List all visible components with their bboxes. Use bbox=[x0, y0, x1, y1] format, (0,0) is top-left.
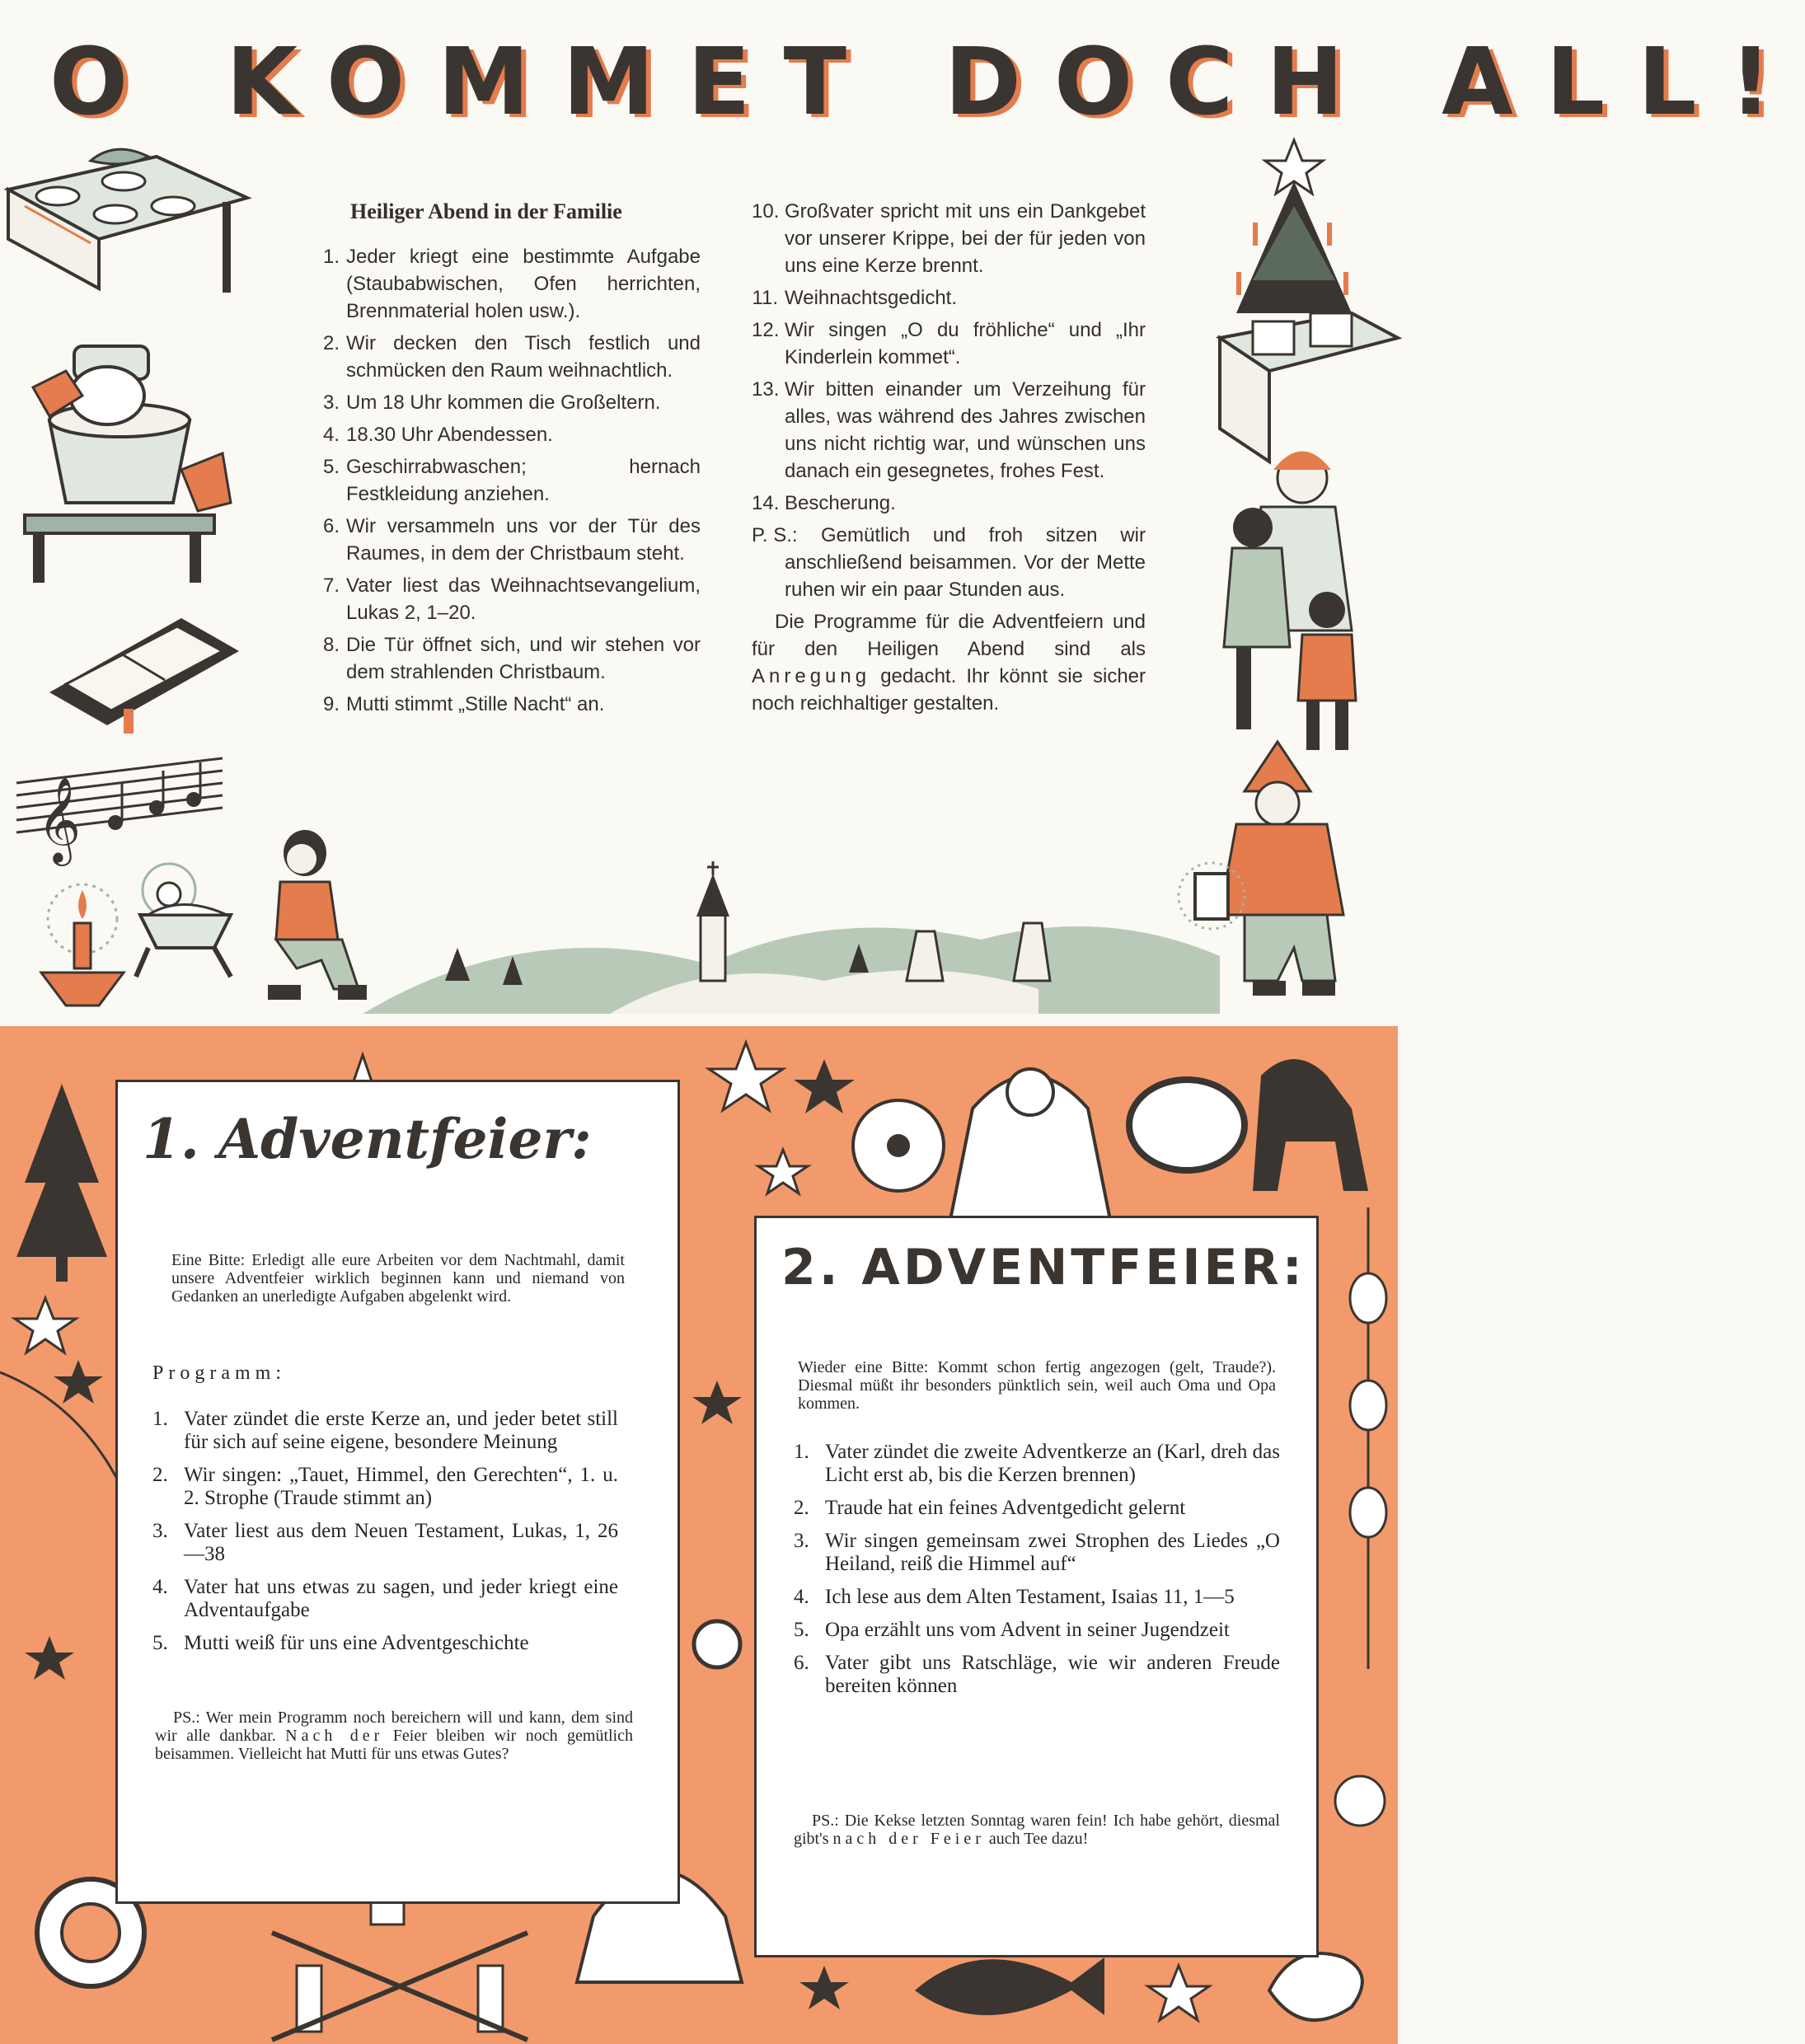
family-step bbox=[752, 376, 1146, 485]
program-item bbox=[794, 1652, 1280, 1698]
step-number: 6. bbox=[322, 515, 340, 537]
family-program-left-column bbox=[313, 198, 701, 723]
family-step bbox=[752, 490, 1146, 517]
item-text: Ich lese aus dem Alten Testament, Isaias 11, 1—5 bbox=[825, 1586, 1235, 1608]
item-text: Wir singen: „Tauet, Himmel, den Gerechten“, 1. u. 2. Strophe (Traude stimmt an) bbox=[184, 1464, 618, 1509]
step-number: 10. bbox=[752, 200, 780, 223]
family-step bbox=[313, 691, 701, 718]
closing-spaced-word: Anregung bbox=[752, 665, 871, 687]
step-text: Weihnachtsgedicht. bbox=[785, 287, 958, 309]
advent-2-intro: Wieder eine Bitte: Kommt schon fertig angezogen (gelt, Traude?). Diesmal müßt ihr besonders pünktlich sein, weil auch Oma und Opa kommen. bbox=[798, 1358, 1276, 1413]
program-item bbox=[794, 1619, 1280, 1642]
headline: O KOMMET DOCH ALL! bbox=[49, 29, 1805, 136]
advent-1-ps bbox=[155, 1709, 633, 1763]
family-program-title: Heiliger Abend in der Familie bbox=[350, 199, 622, 223]
program-item bbox=[152, 1520, 618, 1566]
advent-1-program-list bbox=[152, 1408, 618, 1665]
program-item bbox=[794, 1530, 1280, 1576]
family-step bbox=[752, 316, 1146, 371]
step-text: Vater liest das Weihnachtsevangelium, Lukas 2, 1–20. bbox=[346, 574, 701, 624]
closing-text-b: gedacht. Ihr könnt sie sicher noch reichhaltiger gestalten. bbox=[752, 665, 1146, 715]
step-text: Wir bitten einander um Verzeihung für alles, was während des Jahres zwischen uns nicht richtig war, und wünschen uns danach ein gesegnetes, frohes Fest. bbox=[785, 378, 1146, 482]
item-text: Vater zündet die erste Kerze an, und jeder betet still für sich auf seine eigene, besondere Meinung bbox=[184, 1408, 618, 1453]
bible-illustration bbox=[41, 602, 247, 734]
step-number: 9. bbox=[322, 693, 340, 715]
family-step bbox=[313, 453, 701, 508]
item-number: 3. bbox=[794, 1530, 809, 1552]
step-text: Die Tür öffnet sich, und wir stehen vor dem strahlenden Christbaum. bbox=[346, 634, 701, 683]
family-step bbox=[313, 631, 701, 686]
item-number: 1. bbox=[794, 1441, 809, 1463]
ps-label: P. S.: bbox=[752, 524, 798, 546]
family-step bbox=[313, 421, 701, 448]
step-text: 18.30 Uhr Abendessen. bbox=[346, 424, 553, 446]
step-text: Um 18 Uhr kommen die Großeltern. bbox=[346, 391, 661, 414]
step-number: 1. bbox=[322, 246, 340, 268]
step-text: Bescherung. bbox=[785, 492, 896, 514]
step-number: 8. bbox=[322, 634, 340, 656]
svg-text:𝄞: 𝄞 bbox=[37, 776, 82, 863]
family-step bbox=[313, 389, 701, 416]
step-text: Mutti stimmt „Stille Nacht“ an. bbox=[346, 693, 605, 715]
ps-spaced-text: nach der Feier bbox=[832, 1830, 985, 1848]
item-number: 6. bbox=[794, 1652, 809, 1674]
program-item bbox=[152, 1408, 618, 1454]
child-with-lantern-illustration bbox=[1187, 725, 1398, 1022]
christmas-tree-illustration bbox=[1203, 132, 1398, 462]
advent-2-title: 2. ADVENTFEIER: bbox=[781, 1239, 1306, 1296]
ps-text-b: auch Tee dazu! bbox=[988, 1830, 1089, 1848]
step-number: 11. bbox=[752, 287, 778, 309]
item-number: 4. bbox=[152, 1576, 168, 1598]
family-step bbox=[313, 572, 701, 626]
item-number: 3. bbox=[152, 1520, 168, 1542]
step-text: Geschirrabwaschen; hernach Festkleidung anziehen. bbox=[346, 456, 701, 505]
family-steps-list-right bbox=[752, 198, 1146, 517]
advent-card-2 bbox=[754, 1216, 1319, 1957]
step-number: 12. bbox=[752, 319, 780, 341]
item-text: Opa erzählt uns vom Advent in seiner Jugendzeit bbox=[825, 1619, 1230, 1641]
step-number: 13. bbox=[752, 378, 780, 401]
festive-table-illustration bbox=[0, 132, 264, 321]
ps-text-a: PS.: Die Kekse letzten Sonntag waren fein! Ich habe gehört, diesmal gibt's bbox=[794, 1812, 1280, 1848]
wash-tub-illustration bbox=[16, 330, 231, 585]
advent-1-program-label: Programm: bbox=[152, 1362, 286, 1384]
family-steps-list-left bbox=[313, 243, 701, 718]
program-item bbox=[152, 1464, 618, 1510]
item-number: 2. bbox=[152, 1464, 168, 1486]
item-number: 1. bbox=[152, 1408, 168, 1430]
program-item bbox=[794, 1586, 1280, 1609]
manger-illustration bbox=[124, 857, 247, 981]
advent-card-1 bbox=[115, 1080, 680, 1904]
program-item bbox=[152, 1632, 618, 1655]
step-text: Großvater spricht mit uns ein Dankgebet vor unserer Krippe, bei der für jeden von uns eine Kerze brennt. bbox=[785, 200, 1146, 277]
item-text: Traude hat ein feines Adventgedicht gelernt bbox=[825, 1497, 1186, 1519]
family-closing-paragraph bbox=[752, 608, 1146, 717]
family-ps-note bbox=[752, 522, 1146, 603]
ps-text-a: PS.: Wer mein Programm noch bereichern will und kann, dem sind wir alle dankbar. bbox=[155, 1709, 633, 1745]
family-step bbox=[752, 284, 1146, 312]
kneeling-boy-illustration bbox=[247, 824, 379, 1006]
step-text: Wir versammeln uns vor der Tür des Raumes, in dem der Christbaum steht. bbox=[346, 515, 701, 565]
step-number: 4. bbox=[322, 424, 340, 446]
item-number: 5. bbox=[152, 1632, 168, 1654]
step-number: 3. bbox=[322, 391, 340, 414]
program-item bbox=[794, 1497, 1280, 1520]
ps-spaced-text: Nach der bbox=[285, 1727, 384, 1745]
winter-landscape-illustration bbox=[363, 857, 1220, 1014]
step-number: 7. bbox=[322, 574, 340, 597]
advent-section bbox=[0, 1026, 1398, 2044]
ps-text-b: Feier bleiben wir noch gemütlich beisammen. Vielleicht hat Mutti für uns etwas Gutes? bbox=[155, 1727, 633, 1763]
advent-1-intro: Eine Bitte: Erledigt alle eure Arbeiten vor dem Nachtmahl, damit unsere Adventfeier wirklich beginnen kann und niemand von Gedanken an unerledigte Aufgaben abgelenkt wird. bbox=[171, 1251, 625, 1306]
item-text: Vater hat uns etwas zu sagen, und jeder kriegt eine Adventaufgabe bbox=[184, 1576, 618, 1621]
step-number: 5. bbox=[322, 456, 340, 478]
ps-text: Gemütlich und froh sitzen wir anschließend beisammen. Vor der Mette ruhen wir ein paar Stunden aus. bbox=[785, 524, 1146, 601]
step-text: Wir decken den Tisch festlich und schmücken den Raum weihnachtlich. bbox=[346, 332, 701, 382]
family-program-right-column bbox=[752, 198, 1146, 717]
step-number: 14. bbox=[752, 492, 780, 514]
advent-2-ps bbox=[794, 1812, 1280, 1848]
family-step bbox=[313, 513, 701, 567]
item-number: 2. bbox=[794, 1497, 809, 1519]
family-step bbox=[313, 243, 701, 325]
program-item bbox=[794, 1441, 1280, 1487]
music-notes-illustration bbox=[16, 750, 231, 865]
step-text: Wir singen „O du fröhliche“ und „Ihr Kinderlein kommet“. bbox=[785, 319, 1146, 368]
item-number: 5. bbox=[794, 1619, 809, 1641]
step-number: 2. bbox=[322, 332, 340, 354]
item-text: Wir singen gemeinsam zwei Strophen des Liedes „O Heiland, reiß die Himmel auf“ bbox=[825, 1530, 1280, 1575]
advent-2-program-list bbox=[794, 1441, 1280, 1708]
candle-illustration bbox=[33, 874, 132, 1014]
hugging-children-illustration bbox=[1203, 437, 1398, 766]
step-text: Jeder kriegt eine bestimmte Aufgabe (Staubabwischen, Ofen herrichten, Brennmaterial holen usw.). bbox=[346, 246, 701, 322]
item-text: Vater zündet die zweite Adventkerze an (Karl, dreh das Licht erst ab, bis die Kerzen brennen) bbox=[825, 1441, 1280, 1486]
item-text: Mutti weiß für uns eine Adventgeschichte bbox=[184, 1632, 529, 1654]
closing-text-a: Die Programme für die Adventfeiern und für den Heiligen Abend sind als bbox=[752, 611, 1146, 660]
program-item bbox=[152, 1576, 618, 1622]
family-step bbox=[752, 198, 1146, 279]
item-number: 4. bbox=[794, 1586, 809, 1608]
family-step bbox=[313, 330, 701, 384]
advent-1-title: 1. Adventfeier: bbox=[143, 1107, 592, 1171]
item-text: Vater liest aus dem Neuen Testament, Lukas, 1, 26—38 bbox=[184, 1520, 618, 1565]
item-text: Vater gibt uns Ratschläge, wie wir anderen Freude bereiten können bbox=[825, 1652, 1280, 1697]
